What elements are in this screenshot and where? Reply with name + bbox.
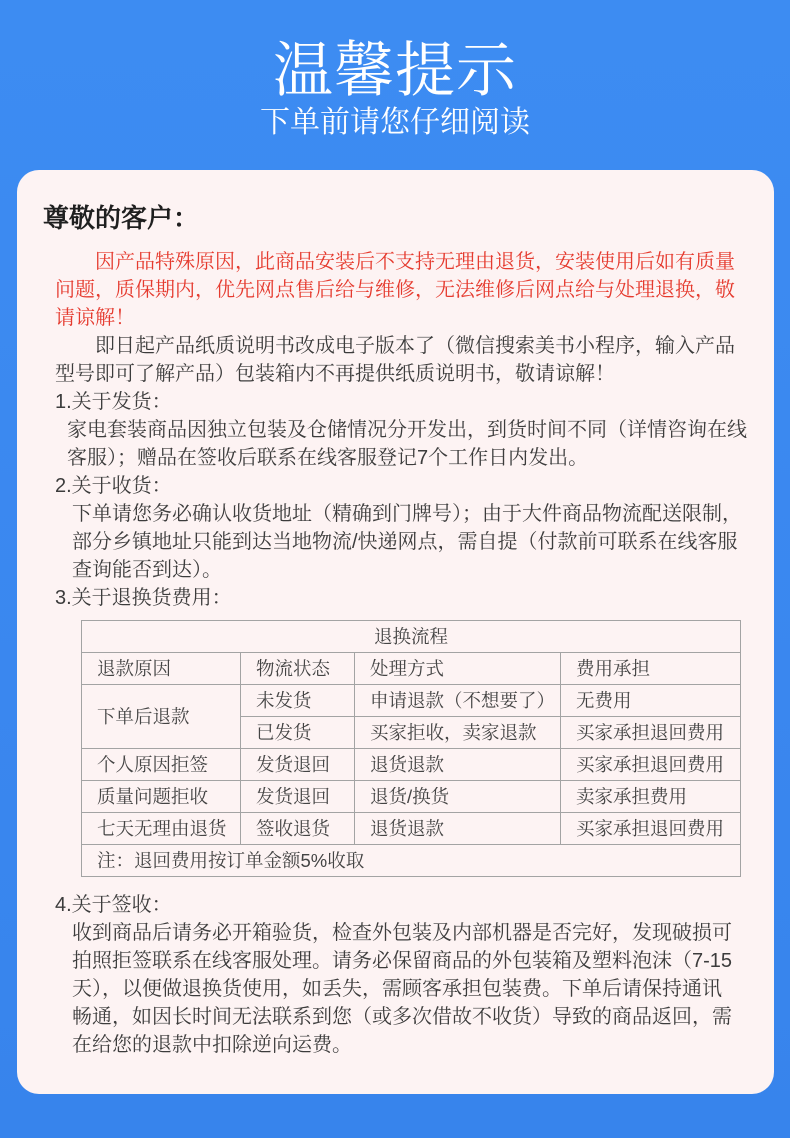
notice-line: 请谅解！ (55, 307, 135, 329)
section-line: 家电套装商品因独立包装及仓储情况分开发出，到货时间不同（详情咨询在线 (67, 419, 747, 441)
table-row (82, 781, 741, 813)
reason-cell: 质量问题拒收 (82, 781, 241, 813)
table-header-row (82, 653, 741, 685)
column-header: 费用承担 (561, 653, 741, 685)
table-row (82, 813, 741, 845)
manual-notice (55, 332, 774, 388)
logistics-cell: 签收退货 (241, 813, 355, 845)
table-note-row (82, 845, 741, 877)
notice-line: 型号即可了解产品）包装箱内不再提供纸质说明书，敬请谅解！ (55, 363, 615, 385)
page-title: 温馨提示 (273, 37, 517, 104)
logistics-cell: 已发货 (241, 717, 355, 749)
logistics-cell: 发货退回 (241, 749, 355, 781)
section-line: 畅通，如因长时间无法联系到您（或多次借故不收货）导致的商品返回，需 (72, 1006, 732, 1028)
section-heading: 1.关于发货： (55, 391, 172, 413)
notice-body (55, 248, 774, 1059)
section-line: 下单请您务必确认收货地址（精确到门牌号）；由于大件商品物流配送限制， (72, 503, 742, 525)
cost-cell: 买家承担退回费用 (561, 749, 741, 781)
notice-line: 因产品特殊原因，此商品安装后不支持无理由退货，安装使用后如有质量 (95, 251, 735, 273)
column-header: 退款原因 (82, 653, 241, 685)
cost-cell: 无费用 (561, 685, 741, 717)
handling-cell: 退货退款 (355, 813, 561, 845)
section-line: 拍照拒签联系在线客服处理。请务必保留商品的外包装箱及塑料泡沫（7-15 (72, 950, 733, 972)
table-title-row (82, 621, 741, 653)
reason-cell: 下单后退款 (82, 685, 241, 749)
logistics-cell: 未发货 (241, 685, 355, 717)
section-receiving (55, 472, 774, 584)
column-header: 处理方式 (355, 653, 561, 685)
table-row (82, 749, 741, 781)
greeting-heading: 尊敬的客户： (43, 203, 200, 233)
reason-cell: 个人原因拒签 (82, 749, 241, 781)
after-sales-notice (55, 248, 774, 332)
cost-cell: 买家承担退回费用 (561, 717, 741, 749)
section-shipping (55, 388, 774, 472)
cost-cell: 买家承担退回费用 (561, 813, 741, 845)
section-heading: 3.关于退换货费用： (55, 587, 232, 609)
handling-cell: 申请退款（不想要了） (355, 685, 561, 717)
notice-line: 问题，质保期内，优先网点售后给与维修，无法维修后网点给与处理退换，敬 (55, 279, 735, 301)
column-header: 物流状态 (241, 653, 355, 685)
section-return-fees (55, 584, 774, 877)
section-heading: 4.关于签收： (55, 894, 172, 916)
section-line: 收到商品后请务必开箱验货，检查外包装及内部机器是否完好，发现破损可 (72, 922, 732, 944)
handling-cell: 买家拒收，卖家退款 (355, 717, 561, 749)
cost-cell: 卖家承担费用 (561, 781, 741, 813)
section-line: 天），以便做退换货使用，如丢失，需顾客承担包装费。下单后请保持通讯 (72, 978, 722, 1000)
notice-card (17, 170, 774, 1094)
page-subtitle: 下单前请您仔细阅读 (260, 106, 530, 139)
handling-cell: 退货/换货 (355, 781, 561, 813)
section-line: 查询能否到达）。 (72, 559, 222, 581)
section-line: 部分乡镇地址只能到达当地物流/快递网点，需自提（付款前可联系在线客服 (72, 531, 738, 553)
section-heading: 2.关于收货： (55, 475, 172, 497)
reason-cell: 七天无理由退货 (82, 813, 241, 845)
notice-line: 即日起产品纸质说明书改成电子版本了（微信搜索美书小程序，输入产品 (95, 335, 735, 357)
logistics-cell: 发货退回 (241, 781, 355, 813)
section-line: 客服）；赠品在签收后联系在线客服登记7个工作日内发出。 (67, 447, 589, 469)
section-signing (55, 891, 774, 1059)
handling-cell: 退货退款 (355, 749, 561, 781)
return-flow-table (81, 620, 741, 877)
table-row (82, 685, 741, 717)
table-note: 注：退回费用按订单金额5%收取 (82, 845, 741, 877)
section-line: 在给您的退款中扣除逆向运费。 (72, 1034, 352, 1056)
table-title: 退换流程 (82, 621, 741, 653)
